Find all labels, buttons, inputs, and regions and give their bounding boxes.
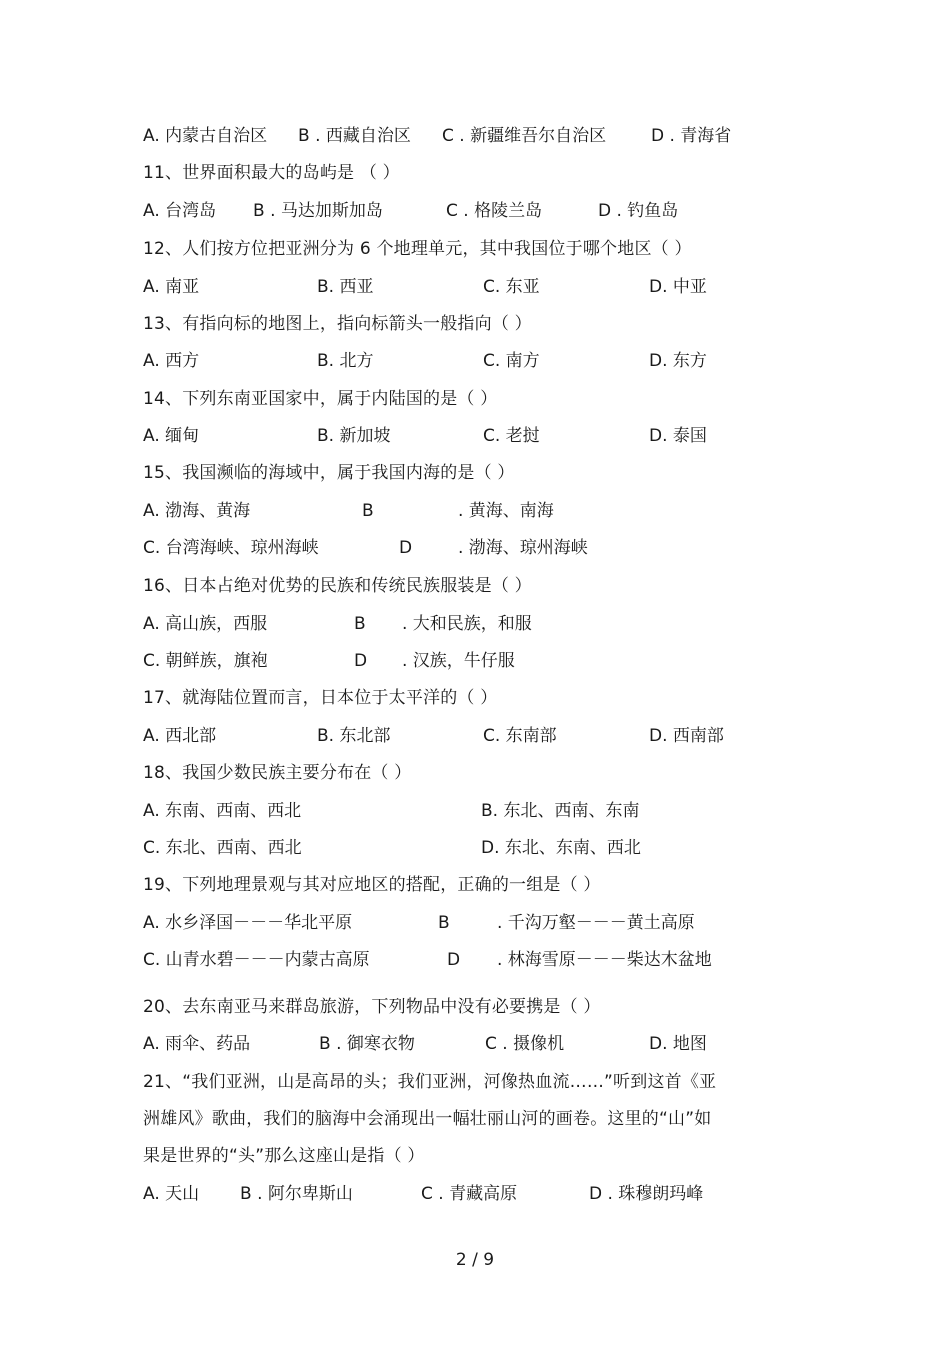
options-row: [143, 1033, 783, 1055]
option-item: C. 东亚: [483, 277, 540, 297]
option-item: D . 钓鱼岛: [598, 201, 679, 221]
options-row: [143, 837, 783, 859]
option-item: . 黄海、南海: [458, 501, 554, 521]
question-text: 18、我国少数民族主要分布在（ ）: [143, 763, 412, 783]
option-item: A. 西北部: [143, 726, 217, 746]
option-item: B . 阿尔卑斯山: [240, 1184, 353, 1204]
option-item: A. 高山族，西服: [143, 614, 268, 634]
option-item: A. 渤海、黄海: [143, 501, 251, 521]
option-item: D: [447, 950, 461, 970]
option-item: . 千沟万壑－－－黄土高原: [497, 913, 695, 933]
option-item: A. 内蒙古自治区: [143, 126, 268, 146]
options-row: [143, 725, 783, 747]
option-item: A. 雨伞、药品: [143, 1034, 251, 1054]
options-row: [143, 613, 783, 635]
option-item: C. 东南部: [483, 726, 557, 746]
option-item: B. 东北、西南、东南: [481, 801, 640, 821]
option-item: B: [438, 913, 450, 933]
question-text: 12、人们按方位把亚洲分为 6 个地理单元，其中我国位于哪个地区（ ）: [143, 239, 692, 259]
option-item: D. 西南部: [649, 726, 724, 746]
option-item: D. 泰国: [649, 426, 707, 446]
option-item: D. 东方: [649, 351, 707, 371]
options-row: [143, 1183, 783, 1205]
option-item: B . 御寒衣物: [319, 1034, 415, 1054]
question-text: 16、日本占绝对优势的民族和传统民族服装是（ ）: [143, 576, 532, 596]
option-item: A. 缅甸: [143, 426, 200, 446]
question-text: 17、就海陆位置而言，日本位于太平洋的（ ）: [143, 688, 498, 708]
option-item: D . 青海省: [651, 126, 732, 146]
question-text: 14、下列东南亚国家中，属于内陆国的是（ ）: [143, 389, 498, 409]
options-row: [143, 537, 783, 559]
options-row: [143, 500, 783, 522]
option-item: D. 地图: [649, 1034, 707, 1054]
options-row: [143, 350, 783, 372]
options-row: [143, 200, 783, 222]
option-item: C. 台湾海峡、琼州海峡: [143, 538, 319, 558]
option-item: C . 新疆维吾尔自治区: [442, 126, 607, 146]
options-row: [143, 949, 783, 971]
option-item: A. 天山: [143, 1184, 200, 1204]
options-row: [143, 125, 783, 147]
option-item: C . 摄像机: [485, 1034, 565, 1054]
option-item: D . 珠穆朗玛峰: [589, 1184, 704, 1204]
option-item: B . 马达加斯加岛: [253, 201, 383, 221]
option-item: A. 南亚: [143, 277, 200, 297]
option-item: A. 东南、西南、西北: [143, 801, 302, 821]
option-item: C . 格陵兰岛: [446, 201, 543, 221]
option-item: B: [354, 614, 366, 634]
options-row: [143, 276, 783, 298]
option-item: A. 水乡泽国－－－华北平原: [143, 913, 353, 933]
question-text: 11、世界面积最大的岛屿是 （ ）: [143, 163, 400, 183]
option-item: A. 西方: [143, 351, 200, 371]
option-item: D. 东北、东南、西北: [481, 838, 641, 858]
option-item: B. 北方: [317, 351, 374, 371]
options-row: [143, 425, 783, 447]
option-item: . 汉族，牛仔服: [402, 651, 515, 671]
question-text: 15、我国濒临的海域中，属于我国内海的是（ ）: [143, 463, 515, 483]
option-item: C. 老挝: [483, 426, 540, 446]
option-item: B. 新加坡: [317, 426, 391, 446]
options-row: [143, 912, 783, 934]
question-text: 19、下列地理景观与其对应地区的搭配，正确的一组是（ ）: [143, 875, 601, 895]
options-row: [143, 650, 783, 672]
option-item: . 林海雪原－－－柴达木盆地: [497, 950, 712, 970]
option-item: B. 东北部: [317, 726, 391, 746]
option-item: . 渤海、琼州海峡: [458, 538, 588, 558]
option-item: B. 西亚: [317, 277, 374, 297]
option-item: C . 青藏高原: [421, 1184, 518, 1204]
option-item: . 大和民族，和服: [402, 614, 532, 634]
option-item: C. 东北、西南、西北: [143, 838, 302, 858]
question-text: 果是世界的“头”那么这座山是指（ ）: [143, 1146, 425, 1166]
option-item: C. 南方: [483, 351, 540, 371]
page-number: 2 / 9: [455, 1250, 495, 1270]
question-text: 20、去东南亚马来群岛旅游，下列物品中没有必要携是（ ）: [143, 997, 601, 1017]
option-item: D. 中亚: [649, 277, 707, 297]
option-item: D: [354, 651, 368, 671]
option-item: A. 台湾岛: [143, 201, 217, 221]
option-item: B: [362, 501, 374, 521]
options-row: [143, 800, 783, 822]
question-text: 洲雄风》歌曲，我们的脑海中会涌现出一幅壮丽山河的画卷。这里的“山”如: [143, 1109, 712, 1129]
option-item: D: [399, 538, 413, 558]
option-item: B . 西藏自治区: [298, 126, 411, 146]
question-text: 21、“我们亚洲，山是高昂的头；我们亚洲，河像热血流……”听到这首《亚: [143, 1072, 717, 1092]
option-item: C. 朝鲜族，旗袍: [143, 651, 268, 671]
option-item: C. 山青水碧－－－内蒙古高原: [143, 950, 370, 970]
question-text: 13、有指向标的地图上，指向标箭头一般指向（ ）: [143, 314, 532, 334]
